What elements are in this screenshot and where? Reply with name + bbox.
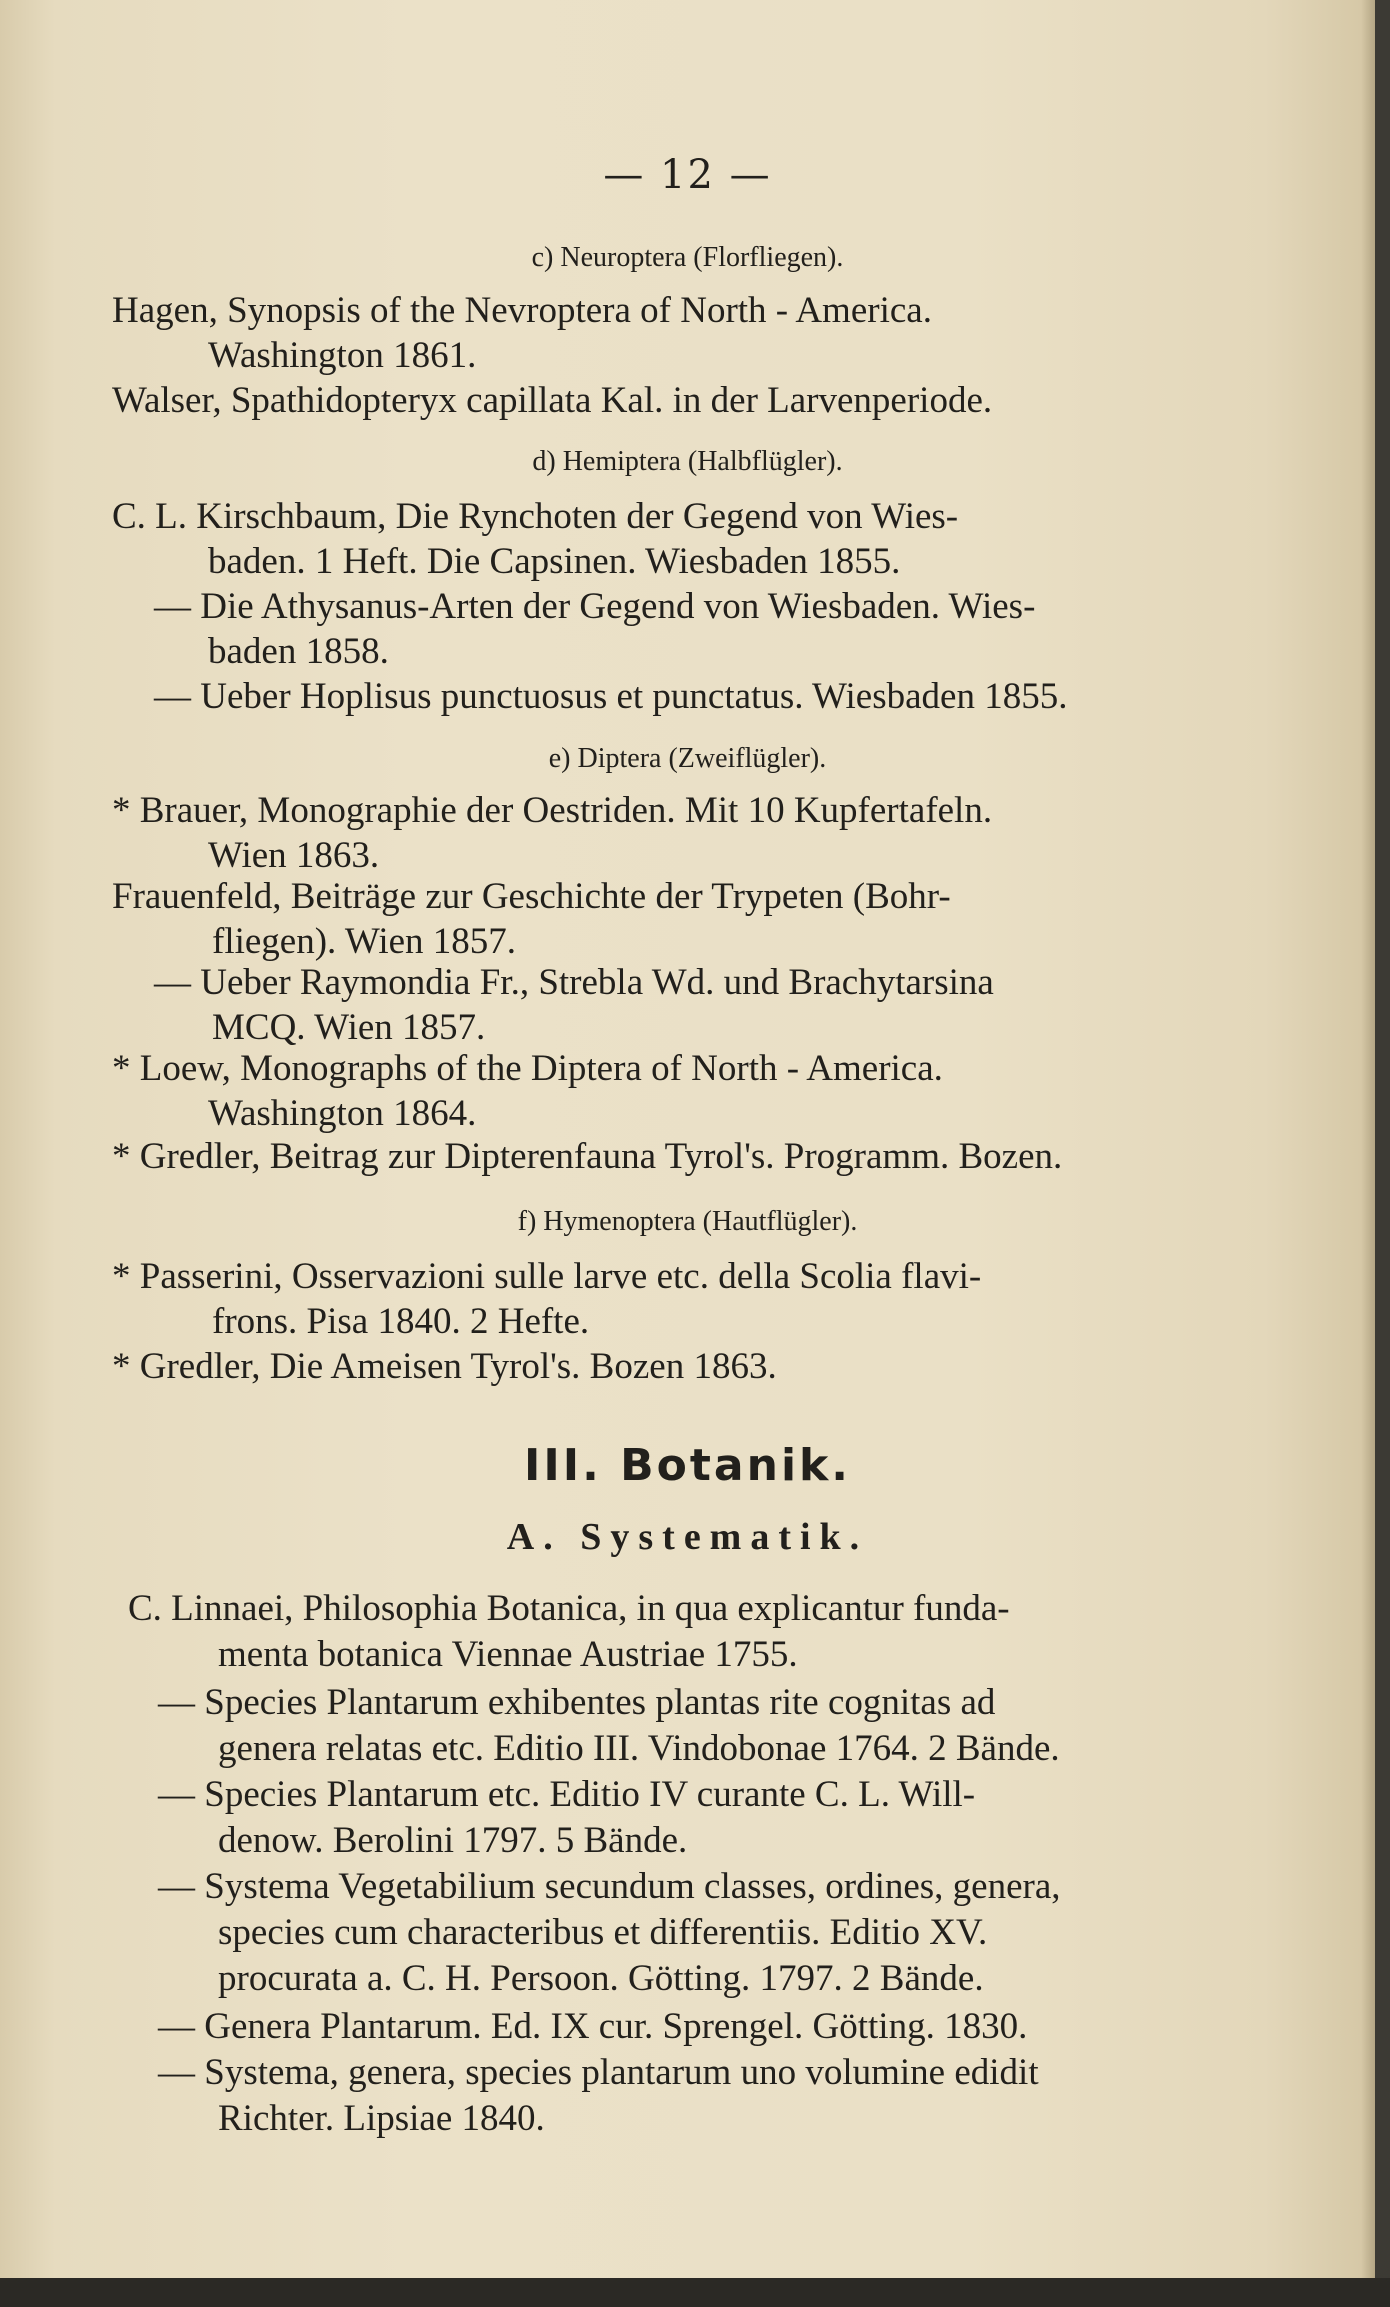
entry-line: Wien 1863. bbox=[208, 835, 380, 876]
entry-kirschbaum bbox=[112, 494, 1230, 584]
entry-line: — Species Plantarum etc. Editio IV curante C. L. Will- bbox=[158, 1774, 976, 1815]
entry-line: denow. Berolini 1797. 5 Bände. bbox=[218, 1820, 688, 1861]
entry-line: * Gredler, Beitrag zur Dipterenfauna Tyrol's. Programm. Bozen. bbox=[112, 1136, 1063, 1177]
entry-line: fliegen). Wien 1857. bbox=[212, 921, 517, 962]
entry-line: procurata a. C. H. Persoon. Götting. 1797. 2 Bände. bbox=[218, 1958, 984, 1999]
entry-line: — Ueber Raymondia Fr., Strebla Wd. und Brachytarsina bbox=[154, 962, 994, 1003]
subheading-hymenoptera: f) Hymenoptera (Hautflügler). bbox=[517, 1206, 858, 1237]
entry-hoplisus bbox=[112, 674, 1230, 719]
entry-gredler-ameisen bbox=[112, 1344, 1230, 1389]
entry-athysanus bbox=[112, 584, 1230, 674]
entry-frauenfeld bbox=[112, 874, 1230, 964]
entry-line: * Loew, Monographs of the Diptera of North - America. bbox=[112, 1048, 943, 1089]
entry-passerini bbox=[112, 1254, 1230, 1344]
entry-line: Richter. Lipsiae 1840. bbox=[218, 2098, 545, 2139]
entry-line: — Ueber Hoplisus punctuosus et punctatus. Wiesbaden 1855. bbox=[154, 676, 1068, 717]
entry-systema-genera bbox=[128, 2050, 1258, 2142]
entry-line: Washington 1864. bbox=[208, 1093, 477, 1134]
entry-line: menta botanica Viennae Austriae 1755. bbox=[218, 1634, 798, 1675]
entry-hagen bbox=[112, 288, 1230, 378]
entry-line: — Die Athysanus-Arten der Gegend von Wiesbaden. Wies- bbox=[154, 586, 1036, 627]
entry-line: Frauenfeld, Beiträge zur Geschichte der Trypeten (Bohr- bbox=[112, 876, 951, 917]
entry-line: C. Linnaei, Philosophia Botanica, in qua explicantur funda- bbox=[128, 1588, 1010, 1629]
entry-line: * Gredler, Die Ameisen Tyrol's. Bozen 1863. bbox=[112, 1346, 777, 1387]
subheading-diptera: e) Diptera (Zweiflügler). bbox=[548, 743, 827, 774]
entry-linnaei-philosophia bbox=[128, 1586, 1258, 1678]
subsection-heading-systematik: A. Systematik. bbox=[506, 1516, 869, 1558]
entry-species-plantarum-iii bbox=[128, 1680, 1258, 1772]
entry-line: * Passerini, Osservazioni sulle larve etc. della Scolia flavi- bbox=[112, 1256, 982, 1297]
entry-line: genera relatas etc. Editio III. Vindobonae 1764. 2 Bände. bbox=[218, 1728, 1060, 1769]
entry-line: frons. Pisa 1840. 2 Hefte. bbox=[212, 1301, 590, 1342]
section-heading-botanik: III. Botanik. bbox=[523, 1440, 852, 1491]
entry-line: MCQ. Wien 1857. bbox=[212, 1007, 486, 1048]
entry-line: baden. 1 Heft. Die Capsinen. Wiesbaden 1855. bbox=[208, 541, 901, 582]
entry-line: species cum characteribus et differentiis. Editio XV. bbox=[218, 1912, 988, 1953]
entry-species-plantarum-iv bbox=[128, 1772, 1258, 1864]
entry-raymondia bbox=[112, 960, 1230, 1050]
page-number: — 12 — bbox=[603, 152, 772, 198]
entry-line: Washington 1861. bbox=[208, 335, 477, 376]
entry-genera-plantarum bbox=[128, 2004, 1258, 2050]
entry-line: baden 1858. bbox=[208, 631, 389, 672]
book-edge bbox=[0, 2278, 1390, 2307]
subheading-neuroptera: c) Neuroptera (Florfliegen). bbox=[531, 242, 844, 273]
entry-line: C. L. Kirschbaum, Die Rynchoten der Gegend von Wies- bbox=[112, 496, 959, 537]
entry-walser bbox=[112, 378, 1230, 423]
subheading-hemiptera: d) Hemiptera (Halbflügler). bbox=[532, 446, 843, 477]
entry-line: * Brauer, Monographie der Oestriden. Mit 10 Kupfertafeln. bbox=[112, 790, 993, 831]
entry-loew bbox=[112, 1046, 1230, 1136]
entry-line: — Species Plantarum exhibentes plantas rite cognitas ad bbox=[158, 1682, 996, 1723]
entry-line: — Systema Vegetabilium secundum classes, ordines, genera, bbox=[158, 1866, 1061, 1907]
entry-line: Walser, Spathidopteryx capillata Kal. in der Larvenperiode. bbox=[112, 380, 993, 421]
entry-gredler-diptera bbox=[112, 1134, 1230, 1179]
entry-systema-vegetabilium bbox=[128, 1864, 1258, 2002]
entry-line: — Systema, genera, species plantarum uno volumine edidit bbox=[158, 2052, 1039, 2093]
entry-line: Hagen, Synopsis of the Nevroptera of North - America. bbox=[112, 290, 932, 331]
entry-brauer bbox=[112, 788, 1230, 878]
entry-line: — Genera Plantarum. Ed. IX cur. Sprengel. Götting. 1830. bbox=[158, 2006, 1028, 2047]
